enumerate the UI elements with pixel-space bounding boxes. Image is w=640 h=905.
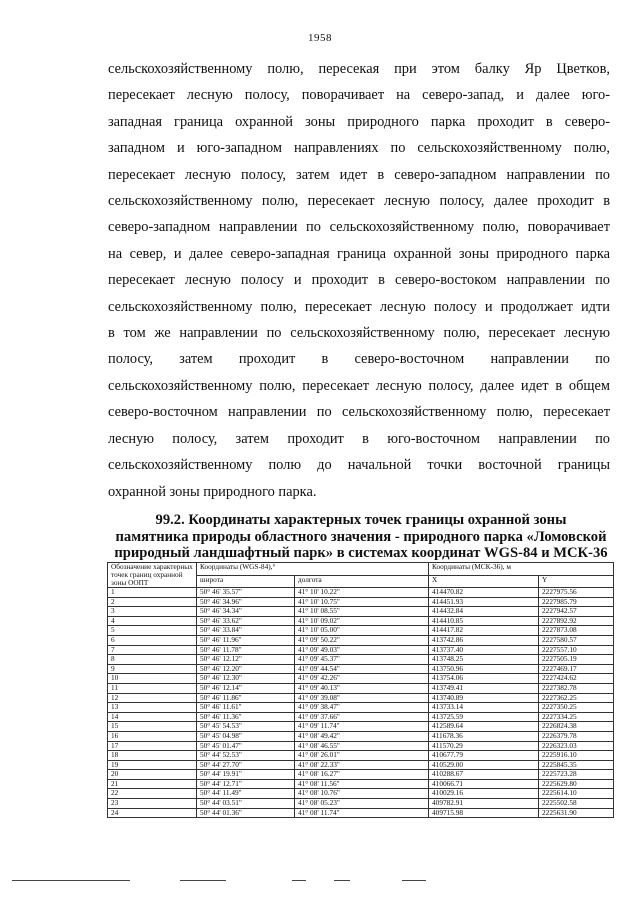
y-coordinate-cell: 2227334.25 (539, 712, 614, 722)
body-line: сельскохозяйственному полю, пересекая при этом балку Яр Цветков, (108, 61, 610, 77)
y-coordinate-cell: 2225845.35 (539, 760, 614, 770)
latitude-cell: 50° 46' 34.34" (197, 607, 295, 617)
table-row (108, 799, 614, 809)
table-row (108, 664, 614, 674)
table-header-latitude: широта (197, 575, 295, 588)
x-coordinate-cell: 413740.89 (429, 693, 539, 703)
y-coordinate-cell: 2227975.56 (539, 588, 614, 598)
latitude-cell: 50° 44' 01.36" (197, 808, 295, 818)
longitude-cell: 41° 10' 10.22" (295, 588, 429, 598)
point-number-cell: 10 (108, 674, 197, 684)
table-header-msk: Координаты (МСК-36), м (429, 563, 614, 576)
point-number-cell: 17 (108, 741, 197, 751)
y-coordinate-cell: 2226379.78 (539, 731, 614, 741)
latitude-cell: 50° 46' 11.86" (197, 693, 295, 703)
y-coordinate-cell: 2225723.28 (539, 770, 614, 780)
x-coordinate-cell: 411570.29 (429, 741, 539, 751)
table-row (108, 693, 614, 703)
y-coordinate-cell: 2225629.80 (539, 779, 614, 789)
x-coordinate-cell: 413748.25 (429, 655, 539, 665)
x-coordinate-cell: 413754.06 (429, 674, 539, 684)
longitude-cell: 41° 09' 40.13" (295, 683, 429, 693)
table-row (108, 751, 614, 761)
y-coordinate-cell: 2227505.19 (539, 655, 614, 665)
point-number-cell: 11 (108, 683, 197, 693)
y-coordinate-cell: 2226323.03 (539, 741, 614, 751)
x-coordinate-cell: 413742.86 (429, 635, 539, 645)
body-line: лесную полосу, затем проходит в юго-восточном направлении по (108, 430, 610, 447)
longitude-cell: 41° 08' 11.56" (295, 779, 429, 789)
longitude-cell: 41° 08' 46.55" (295, 741, 429, 751)
y-coordinate-cell: 2225614.10 (539, 789, 614, 799)
body-line: сельскохозяйственному полю до начальной точки восточной границы (108, 457, 610, 474)
body-line: сельскохозяйственному полю, пересекает лесную полосу и продолжает идти (108, 298, 610, 315)
point-number-cell: 14 (108, 712, 197, 722)
x-coordinate-cell: 410029.16 (429, 789, 539, 799)
table-row (108, 789, 614, 799)
x-coordinate-cell: 410288.67 (429, 770, 539, 780)
longitude-cell: 41° 08' 49.42" (295, 731, 429, 741)
table-header-wgs: Координаты (WGS-84),° (197, 563, 429, 576)
x-coordinate-cell: 409782.91 (429, 799, 539, 809)
heading-line-2: памятника природы областного значения - природного парка «Ломовской (115, 528, 607, 545)
longitude-cell: 41° 08' 22.33" (295, 760, 429, 770)
y-coordinate-cell: 2225502.58 (539, 799, 614, 809)
point-number-cell: 6 (108, 635, 197, 645)
body-line: полосу, затем проходит в северо-восточном направлении по (108, 351, 610, 368)
point-number-cell: 7 (108, 645, 197, 655)
table-row (108, 808, 614, 818)
y-coordinate-cell: 2225916.10 (539, 751, 614, 761)
x-coordinate-cell: 413750.96 (429, 664, 539, 674)
table-row (108, 712, 614, 722)
body-line: сельскохозяйственному полю, пересекает лесную полосу, далее идет в общем (108, 377, 610, 394)
body-line: на север, и далее северо-западная граница охранной зоны природного парка (108, 245, 610, 262)
latitude-cell: 50° 44' 19.91" (197, 770, 295, 780)
table-row (108, 731, 614, 741)
longitude-cell: 41° 08' 10.76" (295, 789, 429, 799)
body-line: пересекает лесную полосу, затем идет в северо-западном направлении по (108, 166, 610, 183)
latitude-cell: 50° 45' 04.98" (197, 731, 295, 741)
table-row (108, 655, 614, 665)
footer-rule (12, 880, 130, 881)
table-row (108, 770, 614, 780)
latitude-cell: 50° 44' 52.53" (197, 751, 295, 761)
latitude-cell: 50° 46' 33.62" (197, 616, 295, 626)
latitude-cell: 50° 46' 34.96" (197, 597, 295, 607)
heading-line-1: 99.2. Координаты характерных точек границы охранной зоны (155, 512, 567, 528)
longitude-cell: 41° 09' 44.54" (295, 664, 429, 674)
x-coordinate-cell: 414417.82 (429, 626, 539, 636)
table-row (108, 626, 614, 636)
y-coordinate-cell: 2227362.25 (539, 693, 614, 703)
table-body (108, 588, 614, 818)
table-header-x: X (429, 575, 539, 588)
body-paragraph (108, 56, 610, 505)
x-coordinate-cell: 413733.14 (429, 703, 539, 713)
footer-rule (292, 880, 306, 881)
y-coordinate-cell: 2227873.08 (539, 626, 614, 636)
body-line: северо-восточном направлении по сельскохозяйственному полю, пересекает (108, 404, 610, 421)
point-number-cell: 20 (108, 770, 197, 780)
y-coordinate-cell: 2227424.62 (539, 674, 614, 684)
footer-rule (180, 880, 226, 881)
latitude-cell: 50° 44' 11.49" (197, 789, 295, 799)
body-line: северо-западном направлении по сельскохозяйственному полю, поворачивает (108, 219, 610, 236)
y-coordinate-cell: 2227469.17 (539, 664, 614, 674)
longitude-cell: 41° 09' 50.22" (295, 635, 429, 645)
latitude-cell: 50° 44' 03.51" (197, 799, 295, 809)
point-number-cell: 4 (108, 616, 197, 626)
latitude-cell: 50° 46' 11.78" (197, 645, 295, 655)
longitude-cell: 41° 08' 26.01" (295, 751, 429, 761)
body-line: сельскохозяйственному полю, пересекает лесную полосу, далее проходит в (108, 193, 610, 210)
x-coordinate-cell: 409715.98 (429, 808, 539, 818)
table-row (108, 741, 614, 751)
longitude-cell: 41° 09' 39.08" (295, 693, 429, 703)
y-coordinate-cell: 2227350.25 (539, 703, 614, 713)
point-number-cell: 15 (108, 722, 197, 732)
point-number-cell: 5 (108, 626, 197, 636)
point-number-cell: 1 (108, 588, 197, 598)
latitude-cell: 50° 44' 27.70" (197, 760, 295, 770)
y-coordinate-cell: 2227580.57 (539, 635, 614, 645)
table-row (108, 635, 614, 645)
table-header-longitude: долгота (295, 575, 429, 588)
point-number-cell: 19 (108, 760, 197, 770)
table-header-y: Y (539, 575, 614, 588)
x-coordinate-cell: 412589.64 (429, 722, 539, 732)
point-number-cell: 9 (108, 664, 197, 674)
body-line: охранной зоны природного парка. (108, 483, 317, 500)
point-number-cell: 2 (108, 597, 197, 607)
x-coordinate-cell: 410677.79 (429, 751, 539, 761)
longitude-cell: 41° 09' 37.66" (295, 712, 429, 722)
latitude-cell: 50° 46' 12.20" (197, 664, 295, 674)
table-row (108, 674, 614, 684)
point-number-cell: 23 (108, 799, 197, 809)
longitude-cell: 41° 08' 11.74" (295, 808, 429, 818)
table-row (108, 683, 614, 693)
table-row (108, 703, 614, 713)
latitude-cell: 50° 46' 11.36" (197, 712, 295, 722)
longitude-cell: 41° 10' 10.75" (295, 597, 429, 607)
table-row (108, 607, 614, 617)
table-row (108, 645, 614, 655)
longitude-cell: 41° 08' 16.27" (295, 770, 429, 780)
page-number: 1958 (308, 32, 332, 44)
point-number-cell: 16 (108, 731, 197, 741)
y-coordinate-cell: 2227942.57 (539, 607, 614, 617)
y-coordinate-cell: 2227985.79 (539, 597, 614, 607)
longitude-cell: 41° 10' 05.00" (295, 626, 429, 636)
longitude-cell: 41° 09' 11.74" (295, 722, 429, 732)
y-coordinate-cell: 2226824.38 (539, 722, 614, 732)
y-coordinate-cell: 2227557.10 (539, 645, 614, 655)
x-coordinate-cell: 413725.59 (429, 712, 539, 722)
body-line: пересекает лесную полосу, поворачивает на северо-запад, и далее юго- (108, 87, 610, 104)
latitude-cell: 50° 46' 12.30" (197, 674, 295, 684)
heading-line-3: природный ландшафтный парк» в системах координат WGS-84 и МСК-36 (114, 545, 608, 561)
table-row (108, 597, 614, 607)
latitude-cell: 50° 46' 12.14" (197, 683, 295, 693)
x-coordinate-cell: 414451.93 (429, 597, 539, 607)
body-line: западном и юго-западном направлениях по сельскохозяйственному полю, (108, 140, 610, 157)
point-number-cell: 22 (108, 789, 197, 799)
latitude-cell: 50° 44' 12.71" (197, 779, 295, 789)
x-coordinate-cell: 410529.00 (429, 760, 539, 770)
footer-rule (334, 880, 350, 881)
body-line: пересекает лесную полосу и проходит в северо-востоком направлении по (108, 272, 610, 289)
footer-rule (402, 880, 426, 881)
latitude-cell: 50° 45' 01.47" (197, 741, 295, 751)
table-row (108, 722, 614, 732)
longitude-cell: 41° 09' 45.37" (295, 655, 429, 665)
x-coordinate-cell: 410066.71 (429, 779, 539, 789)
coordinates-table (107, 562, 614, 818)
latitude-cell: 50° 46' 11.96" (197, 635, 295, 645)
latitude-cell: 50° 45' 54.53" (197, 722, 295, 732)
point-number-cell: 18 (108, 751, 197, 761)
body-line: западная граница охранной зоны природного парка проходит в северо- (108, 113, 610, 130)
y-coordinate-cell: 2227382.78 (539, 683, 614, 693)
x-coordinate-cell: 414432.84 (429, 607, 539, 617)
point-number-cell: 8 (108, 655, 197, 665)
x-coordinate-cell: 413737.40 (429, 645, 539, 655)
body-line: в том же направлении по сельскохозяйственному полю, пересекает лесную (108, 325, 610, 342)
table-row (108, 760, 614, 770)
x-coordinate-cell: 411678.36 (429, 731, 539, 741)
latitude-cell: 50° 46' 35.57" (197, 588, 295, 598)
longitude-cell: 41° 08' 05.23" (295, 799, 429, 809)
x-coordinate-cell: 413749.41 (429, 683, 539, 693)
latitude-cell: 50° 46' 33.84" (197, 626, 295, 636)
point-number-cell: 3 (108, 607, 197, 617)
longitude-cell: 41° 10' 09.02" (295, 616, 429, 626)
x-coordinate-cell: 414470.82 (429, 588, 539, 598)
table-row (108, 588, 614, 598)
point-number-cell: 12 (108, 693, 197, 703)
table-header-object: Обозначение характерных точек границ охранной зоны ООПТ (108, 563, 197, 588)
longitude-cell: 41° 09' 49.03" (295, 645, 429, 655)
table-row (108, 779, 614, 789)
point-number-cell: 24 (108, 808, 197, 818)
section-heading (108, 512, 614, 562)
table-row (108, 616, 614, 626)
longitude-cell: 41° 09' 42.26" (295, 674, 429, 684)
y-coordinate-cell: 2225631.90 (539, 808, 614, 818)
latitude-cell: 50° 46' 12.12" (197, 655, 295, 665)
longitude-cell: 41° 10' 08.55" (295, 607, 429, 617)
y-coordinate-cell: 2227892.92 (539, 616, 614, 626)
point-number-cell: 13 (108, 703, 197, 713)
longitude-cell: 41° 09' 38.47" (295, 703, 429, 713)
latitude-cell: 50° 46' 11.61" (197, 703, 295, 713)
x-coordinate-cell: 414410.85 (429, 616, 539, 626)
point-number-cell: 21 (108, 779, 197, 789)
